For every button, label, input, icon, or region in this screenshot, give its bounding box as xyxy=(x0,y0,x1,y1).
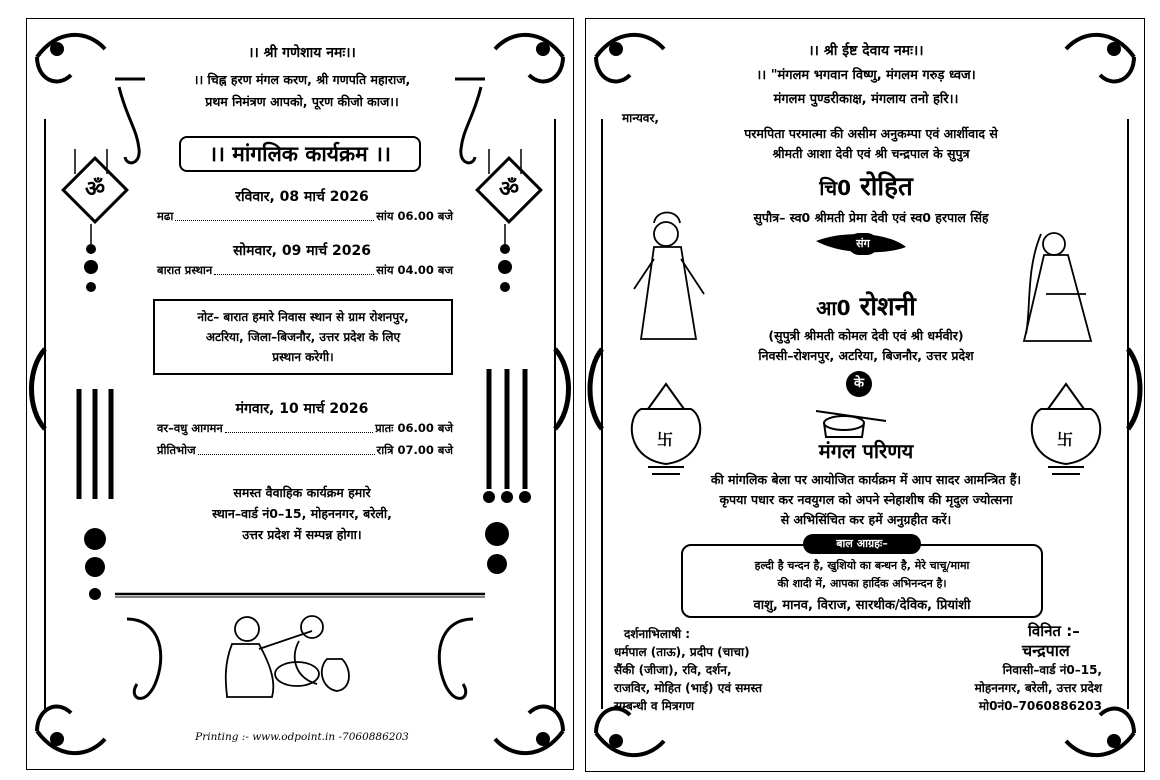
event-row: मढा सांय 06.00 बजे xyxy=(157,209,453,223)
printing-credit: Printing :- www.odpoint.in -7060886203 xyxy=(195,731,409,743)
day-1-date: रविवार, 08 मार्च 2026 xyxy=(235,189,369,205)
verse-line-1: ।। "मंगलम भगवान विष्णु, मंगलम गरुड़ ध्वज। xyxy=(756,68,976,83)
top-invocation: ।। श्री गणेशाय नमः।। xyxy=(248,45,356,61)
event-row: बारात प्रस्थान सांय 04.00 बज xyxy=(157,263,453,277)
bal-aagrah-title: बाल आग्रहः– xyxy=(803,534,921,554)
note-box xyxy=(153,299,453,375)
sender-address: मोहननगर, बरेली, उत्तर प्रदेश xyxy=(974,681,1102,695)
bal-names: वाशु, मानव, विराज, सारथीक/देविक, प्रियांशी xyxy=(753,598,971,613)
bride-address: निवसी–रोशनपुर, अटरिया, बिजनौर, उत्तर प्रदेश xyxy=(758,348,974,363)
darshan-line: धर्मपाल (ताऊ), प्रदीप (चाचा) xyxy=(614,645,750,659)
mangal-parinay-title: मंगल परिणय xyxy=(818,439,914,463)
intro-line: श्रीमती आशा देवी एवं श्री चन्द्रपाल के सुपुत्र xyxy=(772,146,970,161)
bal-line: की शादी में, आपका हार्दिक अभिनन्दन है। xyxy=(777,577,947,590)
bride-prefix: आ0 xyxy=(816,296,851,320)
swastika-right-icon: 卐 xyxy=(1056,430,1073,449)
verse-line-1: ।। चिह्न हरण मंगल करण, श्री गणपति महाराज, xyxy=(193,72,411,87)
day-3-date: मंगवार, 10 मार्च 2026 xyxy=(235,401,369,417)
darshan-line: राजविर, मोहित (भाई) एवं समस्त xyxy=(614,681,762,695)
note-line: अटरिया, जिला–बिजनौर, उत्तर प्रदेश के लिए xyxy=(205,330,401,344)
event-row: वर–वधु आगमन प्रातः 06.00 बजे xyxy=(157,421,453,435)
invite-line: की मांगलिक बेला पर आयोजित कार्यक्रम में आप सादर आमन्त्रित हैं। xyxy=(710,472,1022,487)
groom-name-text: रोहित xyxy=(860,172,913,202)
om-symbol-right: ॐ xyxy=(475,156,543,224)
sender-phone: मो0नं0–7060886203 xyxy=(978,699,1102,713)
corner-flourish-icon xyxy=(27,19,573,769)
bal-aagrah-box xyxy=(681,537,1043,618)
bride-name-text: रोशनी xyxy=(859,292,916,322)
day-2-date: सोमवार, 09 मार्च 2026 xyxy=(233,243,371,259)
venue-line: उत्तर प्रदेश में सम्पन्न होगा। xyxy=(242,527,362,542)
ke-badge: के xyxy=(846,371,872,397)
sang-badge: संग xyxy=(848,233,878,255)
venue-line: समस्त वैवाहिक कार्यक्रम हमारे xyxy=(233,485,371,500)
vinit-label: विनित :– xyxy=(1028,622,1080,640)
darshan-line: सैंकी (जीजा), रवि, दर्शन, xyxy=(614,663,732,677)
groom-prefix: चि0 xyxy=(819,176,851,200)
top-invocation: ।। श्री ईष्ट देवाय नमः।। xyxy=(808,43,924,59)
darshan-line: दर्शनाभिलाषी : xyxy=(624,627,691,641)
invite-line: कृपया पधार कर नवयुगल को अपने स्नेहाशीष की मृदुल ज्योत्सना xyxy=(719,492,1013,507)
swastika-left-icon: 卐 xyxy=(656,430,673,449)
salutation: मान्यवर, xyxy=(622,111,659,125)
program-title: ।। मांगलिक कार्यक्रम ।। xyxy=(179,136,421,172)
intro-line: परमपिता परमात्मा की असीम अनुकम्पा एवं आर्शीवाद से xyxy=(744,126,998,141)
groom-grandparents: सुपौत्र– स्व0 श्रीमती प्रेमा देवी एवं स्व0 हरपाल सिंह xyxy=(753,210,989,225)
note-line: नोट– बारात हमारे निवास स्थान से ग्राम रोशनपुर, xyxy=(197,310,409,324)
note-line: प्रस्थान करेगी। xyxy=(272,350,334,364)
verse-line-2: प्रथम निमंत्रण आपको, पूरण कीजो काज।। xyxy=(205,94,399,109)
bride-parents: (सुपुत्री श्रीमती कोमल देवी एवं श्री धर्मवीर) xyxy=(768,328,964,343)
sender-name: चन्द्रपाल xyxy=(1022,641,1070,660)
invitation-card xyxy=(585,18,1145,772)
groom-name xyxy=(766,167,966,203)
sender-address: निवासी–वार्ड नं0–15, xyxy=(1002,663,1102,677)
venue-line: स्थान–वार्ड नं0–15, मोहननगर, बरेली, xyxy=(212,506,392,521)
bride-name xyxy=(766,287,966,323)
darshan-line: सम्बन्धी व मित्रगण xyxy=(614,699,695,713)
invite-line: से अभिसिंचित कर हमें अनुग्रहीत करें। xyxy=(780,512,952,527)
verse-line-2: मंगलम पुण्डरीकाक्ष, मंगलाय तनो हरि।। xyxy=(773,92,959,107)
program-card xyxy=(26,18,574,770)
om-symbol-left: ॐ xyxy=(61,156,129,224)
bal-line: हल्दी है चन्दन है, खुशियो का बन्धन है, मेरे चाचू/मामा xyxy=(754,559,970,572)
event-row: प्रीतिभोज रात्रि 07.00 बजे xyxy=(157,443,453,457)
